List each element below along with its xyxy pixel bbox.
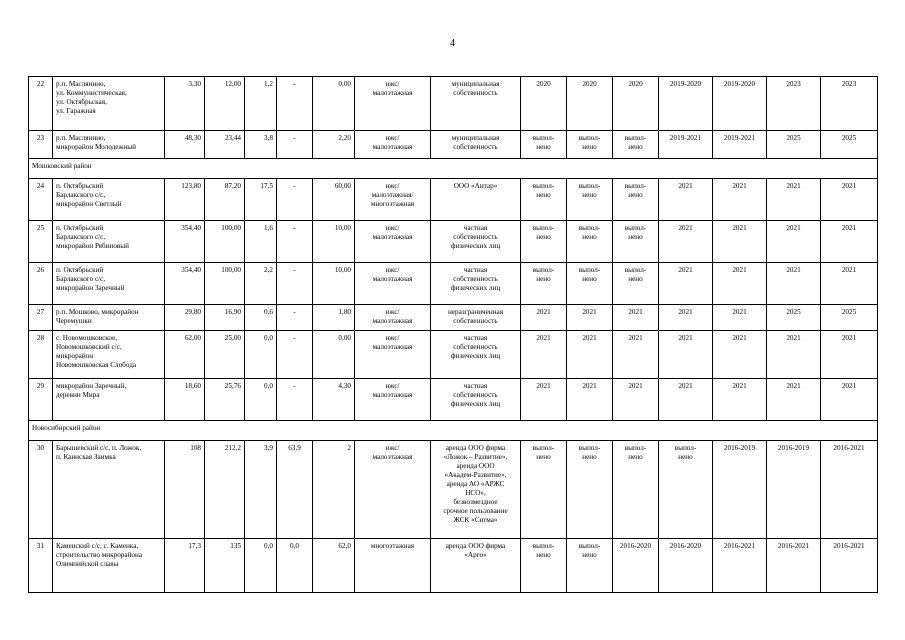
- table-row: [29, 441, 878, 539]
- area-total-cell: 123,80: [165, 179, 205, 221]
- area-built-cell: 16,90: [205, 305, 245, 331]
- table-row: [29, 331, 878, 379]
- year-2-cell: выпол- нено: [567, 131, 613, 159]
- table-row: [29, 539, 878, 593]
- value-e-cell: 0,00: [313, 331, 355, 379]
- ownership-cell: частная собственность физических лиц: [431, 221, 521, 263]
- row-number: 30: [29, 441, 53, 539]
- area-total-cell: 29,80: [165, 305, 205, 331]
- area-total-cell: 354,40: [165, 263, 205, 305]
- location-cell: Барышевский с/с, п. Ложок, п. Каинская Заимка: [53, 441, 165, 539]
- area-built-cell: 23,44: [205, 131, 245, 159]
- year-5-cell: 2019-2021: [713, 131, 767, 159]
- location-cell: п. Октябрьский Барлакского с/с, микрорайон Рябиновый: [53, 221, 165, 263]
- building-type-cell: ижс/ малоэтажная: [355, 221, 431, 263]
- year-3-cell: выпол- нено: [613, 131, 659, 159]
- year-5-cell: 2021: [713, 179, 767, 221]
- year-3-cell: 2021: [613, 379, 659, 421]
- table-row: [29, 77, 878, 131]
- value-d-cell: -: [277, 131, 313, 159]
- year-1-cell: выпол- нено: [521, 179, 567, 221]
- row-number: 23: [29, 131, 53, 159]
- table-row: [29, 179, 878, 221]
- ownership-cell: аренда ООО фирма «Ложок – Развитие», аренда ООО «Академ-Развитие», аренда АО «АРЖС НСО», безвозмездное срочное пользование ЖСК «Сигма»: [431, 441, 521, 539]
- row-number: 31: [29, 539, 53, 593]
- location-cell: р.п. Маслянино, ул. Коммунистическая, ул. Октябрьская, ул. Гаражная: [53, 77, 165, 131]
- year-4-cell: выпол- нено: [659, 441, 713, 539]
- year-1-cell: 2021: [521, 305, 567, 331]
- value-e-cell: 1,80: [313, 305, 355, 331]
- section-row: [29, 421, 878, 441]
- year-2-cell: 2021: [567, 331, 613, 379]
- ownership-cell: неразграниченная собственность: [431, 305, 521, 331]
- section-row: [29, 159, 878, 179]
- area-total-cell: 48,30: [165, 131, 205, 159]
- value-c-cell: 17,5: [245, 179, 277, 221]
- value-e-cell: 2: [313, 441, 355, 539]
- value-e-cell: 62,0: [313, 539, 355, 593]
- year-5-cell: 2021: [713, 221, 767, 263]
- year-1-cell: выпол- нено: [521, 131, 567, 159]
- building-type-cell: ижс/ малоэтажная: [355, 331, 431, 379]
- area-total-cell: 3,30: [165, 77, 205, 131]
- area-total-cell: 108: [165, 441, 205, 539]
- value-d-cell: -: [277, 263, 313, 305]
- value-d-cell: -: [277, 221, 313, 263]
- year-1-cell: выпол- нено: [521, 441, 567, 539]
- year-6-cell: 2021: [767, 179, 821, 221]
- area-built-cell: 12,00: [205, 77, 245, 131]
- value-e-cell: 4,30: [313, 379, 355, 421]
- year-4-cell: 2021: [659, 331, 713, 379]
- year-5-cell: 2016-2021: [713, 539, 767, 593]
- year-3-cell: 2016-2020: [613, 539, 659, 593]
- building-type-cell: ижс/ малоэтажная: [355, 379, 431, 421]
- ownership-cell: аренда ООО фирма «Арго»: [431, 539, 521, 593]
- year-6-cell: 2025: [767, 131, 821, 159]
- ownership-cell: частная собственность физических лиц: [431, 331, 521, 379]
- location-cell: микрорайон Заречный, деревни Мира: [53, 379, 165, 421]
- section-title: Мошковский район: [29, 159, 878, 179]
- location-cell: Каменский с/с, с. Каменка, строительство микрорайона Олимпийской славы: [53, 539, 165, 593]
- year-7-cell: 2016-2021: [821, 539, 878, 593]
- area-built-cell: 100,00: [205, 263, 245, 305]
- area-total-cell: 18,60: [165, 379, 205, 421]
- year-4-cell: 2021: [659, 179, 713, 221]
- ownership-cell: частная собственность физических лиц: [431, 379, 521, 421]
- year-4-cell: 2021: [659, 221, 713, 263]
- year-7-cell: 2023: [821, 77, 878, 131]
- value-c-cell: 1,6: [245, 221, 277, 263]
- building-type-cell: ижс/ малоэтажная: [355, 263, 431, 305]
- year-1-cell: выпол- нено: [521, 221, 567, 263]
- value-d-cell: -: [277, 77, 313, 131]
- year-4-cell: 2021: [659, 263, 713, 305]
- location-cell: п. Октябрьский Барлакского с/с, микрорайон Заречный: [53, 263, 165, 305]
- table-row: [29, 221, 878, 263]
- year-6-cell: 2021: [767, 221, 821, 263]
- building-type-cell: ижс/ малоэтажная: [355, 131, 431, 159]
- ownership-cell: муниципальная собственность: [431, 131, 521, 159]
- location-cell: р.п. Маслянино, микрорайон Молодежный: [53, 131, 165, 159]
- year-3-cell: выпол- нено: [613, 441, 659, 539]
- year-7-cell: 2021: [821, 379, 878, 421]
- area-built-cell: 100,00: [205, 221, 245, 263]
- year-2-cell: выпол- нено: [567, 441, 613, 539]
- value-c-cell: 0,0: [245, 539, 277, 593]
- area-total-cell: 354,40: [165, 221, 205, 263]
- area-built-cell: 135: [205, 539, 245, 593]
- year-6-cell: 2021: [767, 263, 821, 305]
- year-5-cell: 2021: [713, 331, 767, 379]
- year-4-cell: 2019-2021: [659, 131, 713, 159]
- year-2-cell: выпол- нено: [567, 221, 613, 263]
- row-number: 29: [29, 379, 53, 421]
- year-7-cell: 2021: [821, 179, 878, 221]
- area-total-cell: 62,00: [165, 331, 205, 379]
- ownership-cell: ООО «Антар»: [431, 179, 521, 221]
- location-cell: с. Новомошковское, Новомошковский с/с, микрорайон Новомошковская Слобода: [53, 331, 165, 379]
- year-1-cell: выпол- нено: [521, 539, 567, 593]
- ownership-cell: муниципальная собственность: [431, 77, 521, 131]
- building-type-cell: ижс/ малоэтажная: [355, 441, 431, 539]
- row-number: 26: [29, 263, 53, 305]
- value-d-cell: 0,0: [277, 539, 313, 593]
- value-d-cell: -: [277, 379, 313, 421]
- year-4-cell: 2019-2020: [659, 77, 713, 131]
- year-5-cell: 2019-2020: [713, 77, 767, 131]
- year-6-cell: 2025: [767, 305, 821, 331]
- year-3-cell: выпол- нено: [613, 179, 659, 221]
- year-1-cell: 2021: [521, 379, 567, 421]
- value-e-cell: 60,00: [313, 179, 355, 221]
- location-cell: п. Октябрьский Барлакского с/с, микрорайон Светлый: [53, 179, 165, 221]
- year-3-cell: 2021: [613, 305, 659, 331]
- value-c-cell: 0,6: [245, 305, 277, 331]
- value-d-cell: 63,9: [277, 441, 313, 539]
- area-built-cell: 212,2: [205, 441, 245, 539]
- value-d-cell: -: [277, 179, 313, 221]
- year-7-cell: 2021: [821, 263, 878, 305]
- year-6-cell: 2021: [767, 331, 821, 379]
- row-number: 28: [29, 331, 53, 379]
- row-number: 24: [29, 179, 53, 221]
- row-number: 25: [29, 221, 53, 263]
- year-1-cell: выпол- нено: [521, 263, 567, 305]
- table-row: [29, 131, 878, 159]
- year-2-cell: 2021: [567, 305, 613, 331]
- year-7-cell: 2025: [821, 305, 878, 331]
- area-built-cell: 25,76: [205, 379, 245, 421]
- year-6-cell: 2023: [767, 77, 821, 131]
- table-row: [29, 379, 878, 421]
- table-row: [29, 305, 878, 331]
- housing-projects-table: [28, 76, 878, 593]
- value-c-cell: 2,2: [245, 263, 277, 305]
- value-e-cell: 10,00: [313, 263, 355, 305]
- year-6-cell: 2016-2021: [767, 539, 821, 593]
- building-type-cell: многоэтажная: [355, 539, 431, 593]
- year-5-cell: 2021: [713, 263, 767, 305]
- value-c-cell: 0,0: [245, 379, 277, 421]
- year-4-cell: 2021: [659, 379, 713, 421]
- year-3-cell: 2020: [613, 77, 659, 131]
- table-row: [29, 263, 878, 305]
- year-3-cell: выпол- нено: [613, 263, 659, 305]
- value-d-cell: -: [277, 331, 313, 379]
- year-5-cell: 2021: [713, 379, 767, 421]
- year-1-cell: 2021: [521, 331, 567, 379]
- building-type-cell: ижс/ малоэтажная: [355, 305, 431, 331]
- year-1-cell: 2020: [521, 77, 567, 131]
- year-5-cell: 2021: [713, 305, 767, 331]
- value-e-cell: 2,20: [313, 131, 355, 159]
- area-built-cell: 25,00: [205, 331, 245, 379]
- year-7-cell: 2021: [821, 221, 878, 263]
- year-5-cell: 2016-2019: [713, 441, 767, 539]
- value-c-cell: 3,8: [245, 131, 277, 159]
- value-c-cell: 0,0: [245, 331, 277, 379]
- year-3-cell: 2021: [613, 331, 659, 379]
- value-c-cell: 1,2: [245, 77, 277, 131]
- value-e-cell: 10,00: [313, 221, 355, 263]
- year-7-cell: 2016-2021: [821, 441, 878, 539]
- year-7-cell: 2025: [821, 131, 878, 159]
- year-4-cell: 2016-2020: [659, 539, 713, 593]
- year-3-cell: выпол- нено: [613, 221, 659, 263]
- row-number: 22: [29, 77, 53, 131]
- value-c-cell: 3,9: [245, 441, 277, 539]
- year-6-cell: 2021: [767, 379, 821, 421]
- year-2-cell: выпол- нено: [567, 539, 613, 593]
- year-2-cell: 2021: [567, 379, 613, 421]
- year-2-cell: выпол- нено: [567, 179, 613, 221]
- year-6-cell: 2016-2019: [767, 441, 821, 539]
- value-e-cell: 0,00: [313, 77, 355, 131]
- building-type-cell: ижс/ малоэтажная/ многоэтажная: [355, 179, 431, 221]
- year-2-cell: выпол- нено: [567, 263, 613, 305]
- area-total-cell: 17,3: [165, 539, 205, 593]
- value-d-cell: -: [277, 305, 313, 331]
- ownership-cell: частная собственность физических лиц: [431, 263, 521, 305]
- building-type-cell: ижс/ малоэтажная: [355, 77, 431, 131]
- area-built-cell: 87,20: [205, 179, 245, 221]
- year-4-cell: 2021: [659, 305, 713, 331]
- row-number: 27: [29, 305, 53, 331]
- section-title: Новосибирский район: [29, 421, 878, 441]
- page-number: 4: [450, 38, 455, 49]
- year-2-cell: 2020: [567, 77, 613, 131]
- year-7-cell: 2021: [821, 331, 878, 379]
- location-cell: р.п. Мошково, микрорайон Черемушки: [53, 305, 165, 331]
